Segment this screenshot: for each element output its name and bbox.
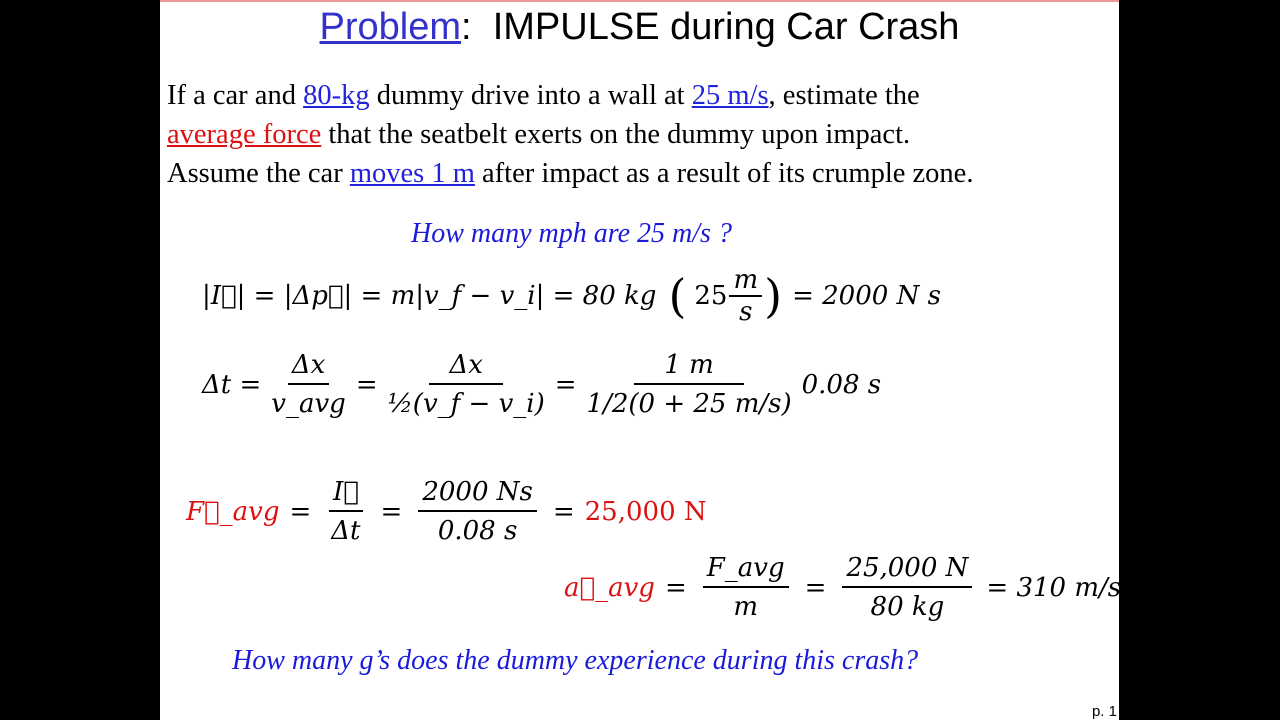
distance-highlight: moves 1 m: [349, 158, 475, 189]
frac-den: s: [739, 297, 753, 327]
frac-num: 2000 Ns: [418, 474, 537, 512]
equation-delta-t: [202, 347, 881, 423]
text: Assume the car: [167, 158, 350, 189]
frac-num: F_avg: [703, 550, 789, 588]
text: after impact as a result of its crumple zone.: [474, 158, 974, 189]
slide-title: [160, 6, 1119, 49]
problem-label: Problem: [319, 6, 462, 48]
equals: =: [355, 370, 378, 400]
frac-num: Δx: [429, 347, 502, 385]
equals: =: [552, 497, 575, 527]
slide: [160, 0, 1132, 720]
frac-den: 80 kg: [870, 592, 945, 622]
frac-num: 25,000 N: [842, 550, 972, 588]
text: that the seatbelt exerts on the dummy upon impact.: [321, 119, 911, 150]
equals: =: [804, 573, 827, 603]
frac-num: I⃗: [329, 474, 363, 512]
title-text: IMPULSE during Car Crash: [492, 6, 960, 48]
speed-highlight: 25 m/s: [691, 80, 769, 111]
equation-acceleration: [564, 550, 1132, 626]
force-symbol: F⃗_avg: [186, 497, 280, 527]
force-result: 25,000 N: [584, 497, 707, 527]
equals: =: [554, 370, 577, 400]
mass-highlight: 80-kg: [303, 80, 370, 111]
equation-force: [186, 474, 707, 550]
frac-den: m: [733, 592, 758, 622]
eq-text: = 310 m/s²: [986, 573, 1132, 603]
equals: =: [380, 497, 403, 527]
question-mph: How many mph are 25 m/s ?: [411, 218, 732, 249]
page-number: p. 1: [1091, 703, 1117, 720]
paren: ): [764, 269, 783, 323]
paren: (: [668, 269, 687, 323]
question-gs: How many g’s does the dummy experience during this crash?: [232, 645, 919, 676]
frac-num: m: [729, 265, 762, 297]
frac-den: v_avg: [271, 389, 346, 419]
frac-num: 1 m: [634, 347, 743, 385]
frac-num: Δx: [288, 347, 329, 385]
text: If a car and: [167, 80, 304, 111]
equals: =: [664, 573, 687, 603]
frac-den: 1/2(0 + 25 m/s): [586, 389, 792, 419]
acceleration-symbol: a⃗_avg: [564, 573, 655, 603]
text: dummy drive into a wall at: [369, 80, 692, 111]
equals: =: [289, 497, 312, 527]
eq-text: Δt =: [202, 370, 262, 400]
frac-den: ½(v_f − v_i): [387, 389, 545, 419]
eq-text: 25: [694, 281, 728, 311]
eq-text: = 2000 N s: [792, 281, 941, 311]
frac-den: Δt: [331, 516, 361, 546]
force-highlight: average force: [167, 119, 322, 150]
eq-text: 0.08 s: [801, 370, 882, 400]
colon: :: [461, 6, 472, 48]
equation-impulse: [202, 264, 941, 328]
eq-text: |I⃗| = |Δp⃗| = m|v_f − v_i| = 80 kg: [202, 281, 657, 311]
frac-den: 0.08 s: [437, 516, 518, 546]
problem-statement: [167, 76, 973, 193]
text: , estimate the: [768, 80, 920, 111]
